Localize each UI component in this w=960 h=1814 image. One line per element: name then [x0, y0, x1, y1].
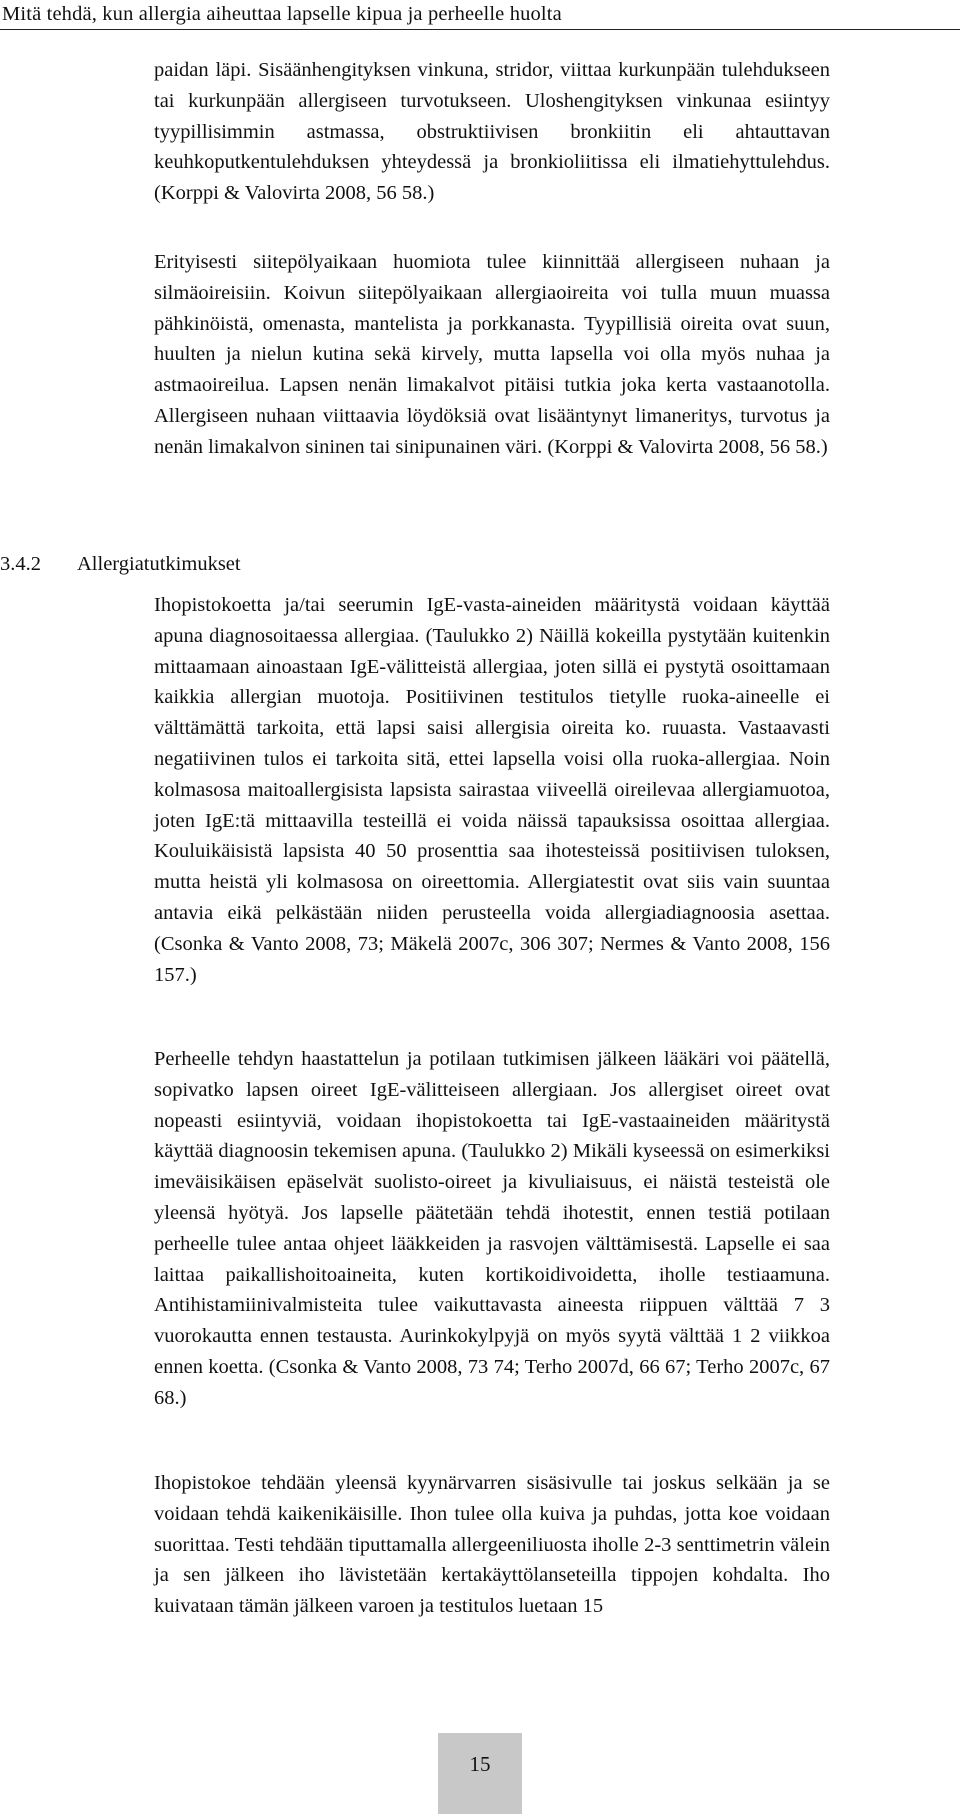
document-title: Mitä tehdä, kun allergia aiheuttaa lapselle kipua ja perheelle huolta — [2, 3, 562, 25]
body-paragraph: paidan läpi. Sisäänhengityksen vinkuna, stridor, viittaa kurkunpään tulehdukseen tai kurkunpään allergiseen turvotukseen. Uloshengityksen vinkunaa esiintyy tyypillisimmin astmassa, obstruktiivisen bronkiitin eli ahtauttavan keuhkoputkentulehduksen yhteydessä ja bronkioliitissa eli ilmatiehyttulehdus. (Korppi & Valovirta 2008, 56 58.) — [154, 59, 830, 205]
page-number: 15 — [469, 1752, 491, 1776]
section-number: 3.4.2 — [0, 553, 41, 575]
body-paragraph: Erityisesti siitepölyaikaan huomiota tulee kiinnittää allergiseen nuhaan ja silmäoireisiin. Koivun siitepölyaikaan allergiaoireita voi tulla muun muassa pähkinöistä, omenasta, mantelista ja porkkanasta. Tyypillisiä oireita ovat suun, huulten ja nielun kutina sekä kirvely, mutta lapsella voi olla myös nuhaa ja astmaoireilua. Lapsen nenän limakalvot pitäisi tutkia joka kerta vastaanotolla. Allergiseen nuhaan viittaavia löydöksiä ovat lisääntynyt limaneritys, turvotus ja nenän limakalvon sininen tai sinipunainen väri. (Korppi & Valovirta 2008, 56 58.) — [154, 251, 830, 458]
body-paragraph: Perheelle tehdyn haastattelun ja potilaan tutkimisen jälkeen lääkäri voi päätellä, sopivatko lapsen oireet IgE-välitteiseen allergiaan. Jos allergiset oireet ovat nopeasti esiintyviä, voidaan ihopistokoetta tai IgE-vastaaineiden määritystä käyttää diagnoosin tekemisen apuna. (Taulukko 2) Mikäli kyseessä on esimerkiksi imeväisikäisen epäselvät suolisto-oireet ja kivuliaisuus, ei näistä testeistä ole yleensä hyötyä. Jos lapselle päätetään tehdä ihotestit, ennen testiä potilaan perheelle tulee antaa ohjeet lääkkeiden ja rasvojen välttämisestä. Lapselle ei saa laittaa paikallishoitoaineita, kuten kortikoidivoidetta, iholle testiaamuna. Antihistamiinivalmisteita tulee vaikuttavasta aineesta riippuen välttää 7 3 vuorokautta ennen testausta. Aurinkokylpyjä on myös syytä välttää 1 2 viikkoa ennen koetta. (Csonka & Vanto 2008, 73 74; Terho 2007d, 66 67; Terho 2007c, 67 68.) — [154, 1048, 830, 1409]
body-paragraph: Ihopistokoetta ja/tai seerumin IgE-vasta-aineiden määritystä voidaan käyttää apuna diagnosoitaessa allergiaa. (Taulukko 2) Näillä kokeilla pystytään kuitenkin mittaamaan ainoastaan IgE-välitteistä allergiaa, joten sillä ei pystytä osoittamaan kaikkia allergian muotoja. Positiivinen testitulos tietylle ruoka-aineelle ei välttämättä tarkoita, että lapsi saisi allergisia oireita ko. ruuasta. Vastaavasti negatiivinen tulos ei tarkoita sitä, ettei lapsella voisi olla ruoka-allergiaa. Noin kolmasosa maitoallergisista lapsista sairastaa viiveellä oireilevaa allergiamuotoa, joten IgE:tä mittaavilla testeillä ei voida näissä tapauksissa osoittaa allergiaa. Kouluikäisistä lapsista 40 50 prosenttia saa ihotesteissä positiivisen tuloksen, mutta heistä yli kolmasosa on oireettomia. Allergiatestit ovat siis vain suuntaa antavia eikä pelkästään niiden perusteella voida allergiadiagnoosia asettaa. (Csonka & Vanto 2008, 73; Mäkelä 2007c, 306 307; Nermes & Vanto 2008, 156 157.) — [154, 594, 830, 986]
running-header — [0, 0, 960, 30]
body-paragraph: Ihopistokoe tehdään yleensä kyynärvarren sisäsivulle tai joskus selkään ja se voidaan tehdä kaikenikäisille. Ihon tulee olla kuiva ja puhdas, jotta koe voidaan suorittaa. Testi tehdään tiputtamalla allergeeniliuosta iholle 2-3 senttimetrin välein ja sen jälkeen iho lävistetään kertakäyttölanseteilla tippojen kohdalta. Iho kuivataan tämän jälkeen varoen ja testitulos luetaan 15 — [154, 1472, 830, 1618]
section-heading — [0, 549, 241, 579]
page-number-box — [438, 1733, 522, 1814]
section-title: Allergiatutkimukset — [77, 553, 241, 575]
